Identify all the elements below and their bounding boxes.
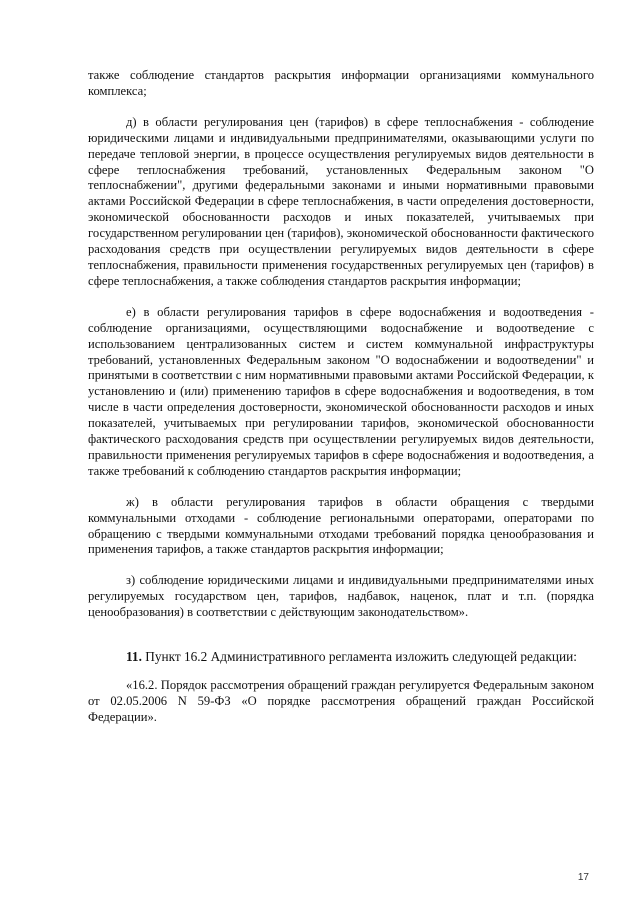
paragraph-item-d: д) в области регулирования цен (тарифов) в сфере теплоснабжения - соблюдение юридическими лицами и индивидуальными предпринимателями, оказывающими услуги по передаче тепловой энергии, в процессе осуществления регулируемых видов деятельности в сфере теплоснабжения требований, установленных Федеральным законом "О теплоснабжении", другими федеральными законами и иными нормативными правовыми актами Российской Федерации в сфере теплоснабжения, в части определения достоверности, экономической обоснованности расходов и иных показателей, учитываемых при государственном регулировании цен (тарифов), экономической обоснованности фактического расходования средств при осуществлении регулируемых видов деятельности в сфере теплоснабжения, правильности применения государственных регулируемых цен (тарифов) в сфере теплоснабжения, а также соблюдения стандартов раскрытия информации; (88, 114, 594, 288)
paragraph-item-z: з) соблюдение юридическими лицами и индивидуальными предпринимателями иных регулируемых государством цен, тарифов, надбавок, наценок, плат и т.п. (порядка ценообразования) в соответствии с действующим законодательством». (88, 573, 594, 620)
paragraph-16-2: «16.2. Порядок рассмотрения обращений граждан регулируется Федеральным законом от 02.05.2006 N 59-ФЗ «О порядке рассмотрения обращений граждан Российской Федерации». (88, 678, 594, 724)
page-number: 17 (577, 872, 589, 883)
paragraph-11 (88, 648, 594, 666)
paragraph-continuation: также соблюдение стандартов раскрытия информации организациями коммунального комплекса; (88, 68, 594, 98)
text-column (88, 68, 594, 726)
paragraph-item-e: е) в области регулирования тарифов в сфере водоснабжения и водоотведения - соблюдение организациями, осуществляющими водоснабжение и водоотведение с использованием централизованных систем и систем коммунальной инфраструктуры требований, установленных Федеральным законом "О водоснабжении и водоотведении" и принятыми в соответствии с ним нормативными правовыми актами Российской Федерации, к установлению и (или) применению тарифов в сфере водоснабжения и водоотведения, в том числе в части определения достоверности, экономической обоснованности расходов и иных показателей, учитываемых при регулировании тарифов, экономической обоснованности фактического расходования средств при осуществлении регулируемых видов деятельности, правильности применения регулируемых тарифов в сфере водоснабжения и водоотведения, а также требований к соблюдению стандартов раскрытия информации; (88, 304, 594, 478)
paragraph-11-number: 11. (126, 649, 142, 665)
paragraph-11-text: Пункт 16.2 Административного регламента изложить следующей редакции: (141, 649, 577, 665)
paragraph-item-zh: ж) в области регулирования тарифов в области обращения с твердыми коммунальными отходами - соблюдение региональными операторами, операторами по обращению с твердыми коммунальными отходами требований порядка ценообразования и применения тарифов, а также стандартов раскрытия информации; (88, 494, 594, 557)
